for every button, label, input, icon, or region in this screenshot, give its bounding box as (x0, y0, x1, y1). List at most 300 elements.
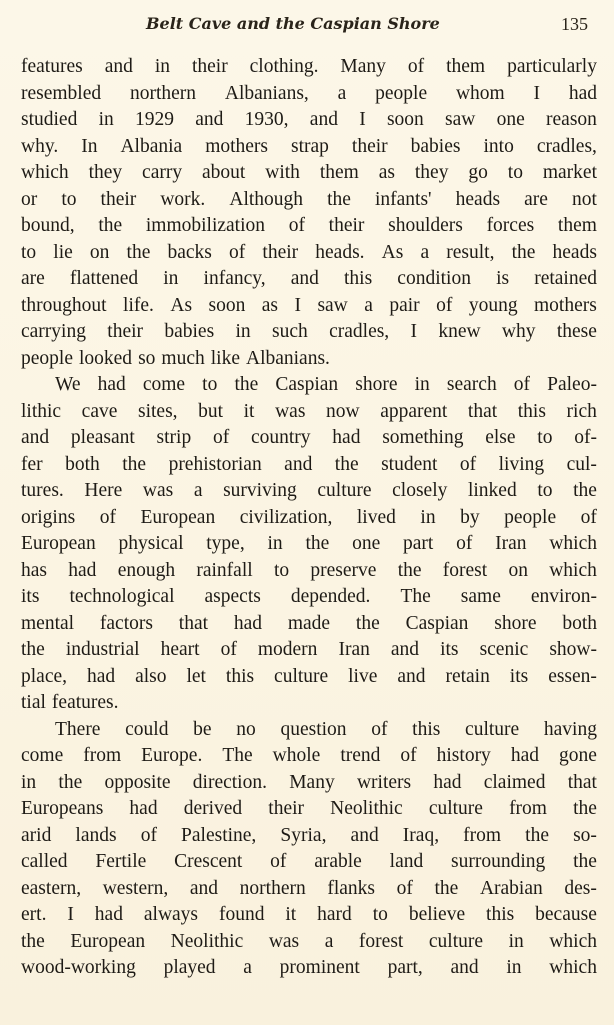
word: let (186, 665, 206, 687)
word: culture (465, 718, 520, 740)
word: the (573, 851, 597, 872)
text-line (21, 531, 597, 558)
word: young (468, 294, 518, 316)
word: are (21, 268, 45, 289)
word: and (309, 109, 338, 130)
word: them (557, 215, 597, 236)
text-line (21, 372, 597, 399)
text-line (21, 611, 597, 638)
word: throughout (21, 294, 107, 316)
word: market (542, 162, 597, 183)
word: Many (289, 771, 335, 793)
word: lands (75, 824, 117, 846)
word: soon (208, 294, 246, 316)
word: the (126, 241, 151, 263)
text-line (21, 107, 597, 134)
word: their (191, 56, 228, 77)
word: wood-working (21, 957, 136, 978)
word: strap (291, 135, 329, 157)
word: this (517, 400, 546, 422)
word: work. (160, 188, 206, 210)
word: one (352, 533, 381, 554)
word: had (86, 665, 116, 687)
word: that (567, 771, 597, 793)
word: Many (340, 56, 386, 77)
text-line (21, 664, 597, 691)
word: shore (494, 612, 537, 634)
word: Although (229, 188, 304, 210)
word: cul- (566, 453, 597, 475)
word: had (94, 904, 123, 925)
word: these (556, 321, 597, 342)
word: so (138, 347, 156, 369)
word: features (21, 56, 83, 77)
word: mothers (205, 135, 269, 157)
word: surviving (223, 480, 297, 501)
word: origins (21, 506, 76, 528)
word: was (268, 930, 300, 952)
word: Caspian (405, 612, 469, 634)
text-line (21, 584, 597, 611)
word: their (100, 188, 137, 210)
text-line (21, 902, 597, 929)
word: lived (356, 506, 396, 528)
word: essen- (548, 665, 597, 687)
word: not (571, 188, 597, 210)
word: sites, (137, 400, 178, 422)
word: in (154, 56, 170, 77)
word: had (332, 427, 361, 448)
word: of (270, 851, 287, 872)
word: that (467, 400, 498, 422)
word: We (55, 374, 81, 395)
word: Paleo- (547, 374, 597, 395)
word: people (504, 506, 557, 528)
word: claimed (483, 771, 546, 793)
word: a (193, 480, 203, 501)
word: to (537, 427, 553, 448)
word: pair (389, 294, 420, 316)
word: physical (118, 533, 184, 554)
word: and (284, 453, 313, 475)
word: Europe. (141, 745, 203, 766)
word: ert. (21, 904, 47, 925)
word: go (468, 162, 488, 183)
text-line (21, 213, 597, 240)
word: this (344, 268, 373, 289)
word: of (140, 824, 157, 846)
word: surrounding (451, 851, 546, 872)
word: and (21, 427, 50, 448)
word: the (58, 771, 83, 793)
word: of (436, 294, 453, 316)
word: As (381, 241, 404, 263)
word: pleasant (70, 427, 135, 448)
word: their (328, 215, 365, 236)
word: The (400, 586, 431, 607)
word: Syria, (280, 824, 327, 846)
word: same (460, 586, 501, 607)
word: people (21, 347, 73, 369)
word: the (355, 612, 380, 634)
word: to (61, 188, 77, 210)
word: in (163, 268, 179, 289)
word: reason (546, 109, 597, 130)
word: of (580, 506, 597, 528)
word: the (21, 639, 45, 660)
word: writers (356, 771, 412, 793)
word: now (326, 400, 360, 422)
word: Here (84, 480, 123, 501)
word: retain (445, 665, 490, 687)
word: is (496, 268, 510, 289)
word: which (549, 559, 597, 581)
word: and (104, 56, 133, 77)
word: looked (78, 347, 133, 369)
word: In (81, 135, 98, 157)
word: or (21, 188, 38, 210)
word: to (202, 374, 218, 395)
word: be (193, 718, 212, 740)
word: in (21, 771, 37, 793)
word: them (446, 56, 486, 77)
text-line (21, 399, 597, 426)
word: had (97, 374, 126, 395)
word: saw (445, 109, 476, 130)
word: features. (51, 692, 119, 713)
word: country (250, 427, 311, 448)
word: the (122, 453, 147, 475)
word: closely (392, 480, 448, 501)
word: resembled (21, 82, 102, 104)
word: heart (160, 639, 200, 660)
word: and (397, 665, 426, 687)
word: of (407, 56, 425, 77)
text-line (21, 770, 597, 797)
word: culture (428, 930, 484, 952)
text-line (21, 160, 597, 187)
word: believe (408, 904, 466, 925)
word: to (273, 559, 290, 581)
word: environ- (530, 586, 597, 607)
text-line (21, 929, 597, 956)
word: arable (314, 851, 362, 872)
text-line (21, 743, 597, 770)
word: carrying (21, 321, 86, 342)
word: their (268, 798, 305, 819)
word: of- (574, 427, 597, 448)
word: had (68, 559, 97, 581)
word: a (324, 930, 334, 952)
text-line (21, 452, 597, 479)
text-line (21, 240, 597, 267)
word: like (210, 347, 240, 369)
word: why (501, 321, 536, 342)
word: search (446, 374, 497, 395)
word: played (163, 957, 216, 978)
word: had (233, 612, 263, 634)
word: result, (446, 241, 495, 263)
word: Albanians. (245, 347, 330, 369)
word: student (381, 453, 438, 475)
word: Europeans (21, 798, 104, 819)
word: from (83, 745, 122, 766)
text-line (21, 425, 597, 452)
word: immobilization (145, 215, 266, 236)
word: also (135, 665, 167, 687)
word: civilization, (239, 506, 333, 528)
word: in (267, 533, 283, 554)
word: it (285, 904, 297, 925)
word: backs (167, 241, 212, 263)
word: from (509, 798, 547, 819)
word: and (189, 877, 219, 899)
text-line (21, 293, 597, 320)
word: arid (21, 824, 52, 846)
word: which (21, 162, 69, 183)
word: northern (239, 877, 306, 899)
word: had (129, 798, 158, 819)
word: in (506, 957, 522, 978)
word: Palestine, (181, 824, 257, 846)
word: culture (428, 798, 483, 819)
text-line (21, 81, 597, 108)
word: had (510, 745, 539, 766)
word: derived (183, 798, 243, 819)
word: could (125, 718, 169, 740)
word: a (420, 241, 430, 263)
word: a (364, 294, 373, 316)
word: scenic (479, 639, 529, 660)
word: a (243, 957, 252, 978)
text-line (21, 637, 597, 664)
word: apparent (380, 400, 448, 422)
word: come (142, 374, 186, 395)
text-line (21, 346, 597, 373)
text-line (21, 796, 597, 823)
word: come (21, 745, 64, 766)
word: enough (117, 559, 176, 581)
word: into (483, 135, 514, 157)
word: and (350, 824, 379, 846)
word: shoulders (388, 215, 463, 236)
word: had (568, 82, 597, 104)
word: Iraq, (402, 824, 440, 846)
word: particularly (507, 56, 597, 77)
word: had (433, 771, 462, 793)
word: bound, (21, 215, 75, 236)
word: European (70, 930, 146, 952)
word: of (396, 877, 413, 899)
text-line (21, 319, 597, 346)
word: such (272, 321, 308, 342)
word: them (319, 162, 359, 183)
word: modern (257, 639, 318, 660)
word: both (65, 453, 100, 475)
word: carry (142, 162, 183, 183)
word: and (450, 957, 479, 978)
word: made (287, 612, 331, 634)
word: opposite (104, 771, 171, 793)
text-line (21, 558, 597, 585)
word: heads (552, 241, 597, 263)
word: Iran (338, 639, 370, 660)
word: Arabian (479, 877, 543, 899)
word: mental (21, 612, 75, 634)
word: Caspian (275, 374, 339, 395)
word: I (359, 109, 366, 130)
word: part, (387, 957, 423, 978)
word: always (143, 904, 199, 925)
word: cradles, (536, 135, 597, 157)
word: but (198, 400, 224, 422)
word: of (212, 427, 230, 448)
word: because (535, 904, 597, 925)
word: having (543, 718, 597, 740)
word: Albania (120, 135, 183, 157)
word: part (403, 533, 434, 554)
word: it (243, 400, 255, 422)
word: Crescent (174, 851, 243, 872)
word: type, (206, 533, 245, 554)
word: Fertile (95, 851, 147, 872)
word: live (348, 665, 378, 687)
word: life. (123, 294, 154, 316)
word: studied (21, 109, 78, 130)
word: the (434, 877, 459, 899)
word: and (195, 109, 224, 130)
word: soon (386, 109, 424, 130)
word: that (178, 612, 209, 634)
word: was (142, 480, 174, 501)
word: I (67, 904, 74, 925)
word: which (549, 533, 597, 554)
word: living (498, 453, 545, 475)
word: history (436, 745, 491, 766)
word: so- (573, 824, 597, 846)
word: European (21, 533, 96, 554)
word: on (89, 241, 110, 263)
word: factors (99, 612, 153, 634)
word: babies (164, 321, 215, 342)
word: trend (340, 745, 381, 766)
word: and (390, 639, 420, 660)
word: infants' (374, 188, 432, 210)
word: a (337, 82, 347, 104)
word: the (98, 215, 123, 236)
word: they (414, 162, 449, 183)
word: There (55, 718, 101, 740)
word: preserve (310, 559, 377, 581)
word: industrial (65, 639, 140, 660)
word: tures. (21, 480, 64, 501)
word: of (99, 506, 116, 528)
word: of (456, 533, 473, 554)
word: in (508, 930, 524, 952)
word: this (486, 904, 515, 925)
word: their (107, 321, 144, 342)
word: cradles, (329, 321, 390, 342)
word: Iran (495, 533, 527, 554)
word: the (525, 824, 549, 846)
word: the (327, 188, 351, 210)
word: prehistorian (168, 453, 262, 475)
word: by (460, 506, 480, 528)
word: clothing. (249, 56, 319, 77)
word: northern (129, 82, 197, 104)
word: culture (274, 665, 329, 687)
word: lithic (21, 400, 62, 422)
word: else (485, 427, 516, 448)
word: cave (81, 400, 118, 422)
word: which (549, 957, 597, 978)
word: rainfall (196, 559, 253, 581)
word: the (334, 453, 359, 475)
word: prominent (279, 957, 360, 978)
word: to (372, 904, 388, 925)
word: to (21, 241, 37, 263)
word: its (440, 639, 459, 660)
word: flattened (69, 268, 139, 289)
word: 1930, (244, 109, 289, 130)
word: retained (534, 268, 597, 289)
word: they (88, 162, 123, 183)
word: The (222, 745, 253, 766)
word: eastern, (21, 877, 82, 899)
word: much (161, 347, 205, 369)
word: to (507, 162, 523, 183)
word: forest (358, 930, 404, 952)
word: lie (53, 241, 73, 263)
word: I (533, 82, 541, 104)
text-line (21, 505, 597, 532)
text-line (21, 134, 597, 161)
word: something (382, 427, 464, 448)
word: of (513, 374, 531, 395)
word: culture (317, 480, 372, 501)
word: whom (455, 82, 505, 104)
word: its (509, 665, 529, 687)
text-line (21, 54, 597, 81)
word: the (511, 241, 536, 263)
word: in (420, 506, 436, 528)
word: was (275, 400, 306, 422)
word: their (351, 135, 388, 157)
word: of (400, 745, 417, 766)
word: in (235, 321, 251, 342)
body-text (21, 54, 597, 982)
word: the (21, 930, 45, 952)
word: as (378, 162, 395, 183)
word: mothers (534, 294, 597, 316)
word: question (280, 718, 347, 740)
word: their (262, 241, 299, 263)
word: I (410, 321, 418, 342)
word: direction. (192, 771, 267, 793)
word: no (236, 718, 256, 740)
word: found (218, 904, 265, 925)
word: whole (272, 745, 321, 766)
word: gone (558, 745, 597, 766)
word: place, (21, 665, 68, 687)
word: in (98, 109, 114, 130)
word: condition (397, 268, 471, 289)
word: about (202, 162, 246, 183)
word: the (397, 559, 422, 581)
word: Neolithic (170, 930, 244, 952)
word: hard (317, 904, 352, 925)
word: Albanians, (224, 82, 309, 104)
